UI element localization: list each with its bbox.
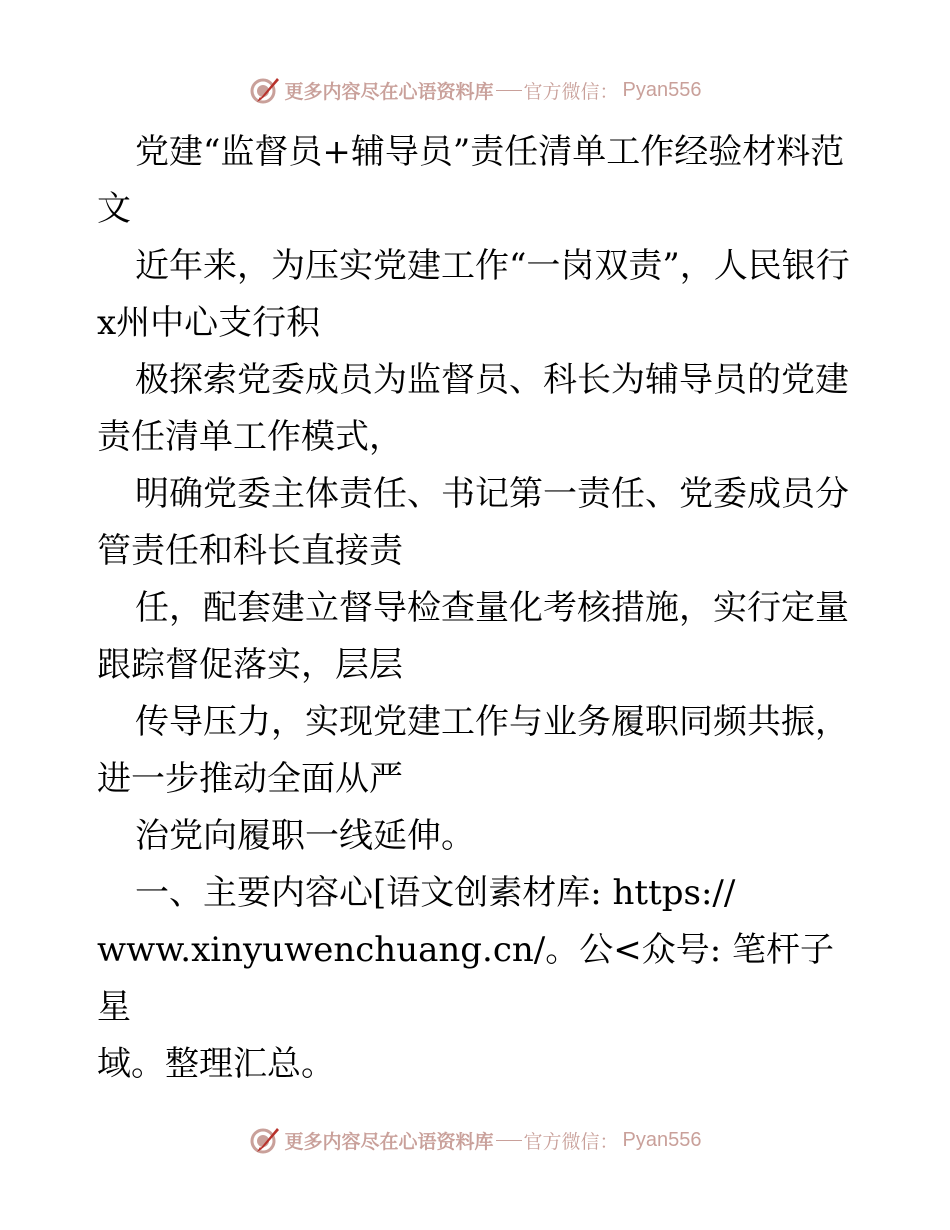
footer-banner (0, 1120, 950, 1160)
section-heading: 一、主要内容心[语文创素材库: https:// (135, 873, 736, 913)
header-banner (0, 70, 950, 110)
paragraph: 极探索党委成员为监督员、科长为辅导员的党建责任清单工作模式， (97, 360, 849, 457)
paragraph-continuation: 域。整理汇总。 (97, 1044, 335, 1084)
wechat-id: Pyan556 (622, 78, 702, 101)
site-text: 更多内容尽在心语资料库 (284, 80, 494, 103)
paragraph-continuation: www.xinyuwenchuang.cn/。公<众号: 笔杆子星 (97, 930, 834, 1027)
paragraph: 传导压力，实现党建工作与业务履职同频共振，进一步推动全面从严 (97, 702, 849, 799)
official-wechat-label: 官方微信： (523, 80, 619, 103)
wechat-id: Pyan556 (622, 1128, 702, 1151)
doc-title: 党建“监督员+辅导员”责任清单工作经验材料范文 (97, 132, 845, 229)
paragraph: 明确党委主体责任、书记第一责任、党委成员分管责任和科长直接责 (97, 474, 849, 571)
official-wechat-label: 官方微信： (523, 1130, 619, 1153)
quill-pen-logo-icon (249, 74, 281, 106)
separator-dash (496, 90, 522, 91)
paragraph: 任，配套建立督导检查量化考核措施，实行定量跟踪督促落实，层层 (97, 588, 849, 685)
document-body (97, 124, 857, 1093)
site-text: 更多内容尽在心语资料库 (284, 1130, 494, 1153)
separator-dash (496, 1140, 522, 1141)
paragraph: 近年来，为压实党建工作“一岗双责”，人民银行 x州中心支行积 (97, 246, 850, 343)
paragraph: 治党向履职一线延伸。 (135, 816, 475, 856)
quill-pen-logo-icon (249, 1124, 281, 1156)
